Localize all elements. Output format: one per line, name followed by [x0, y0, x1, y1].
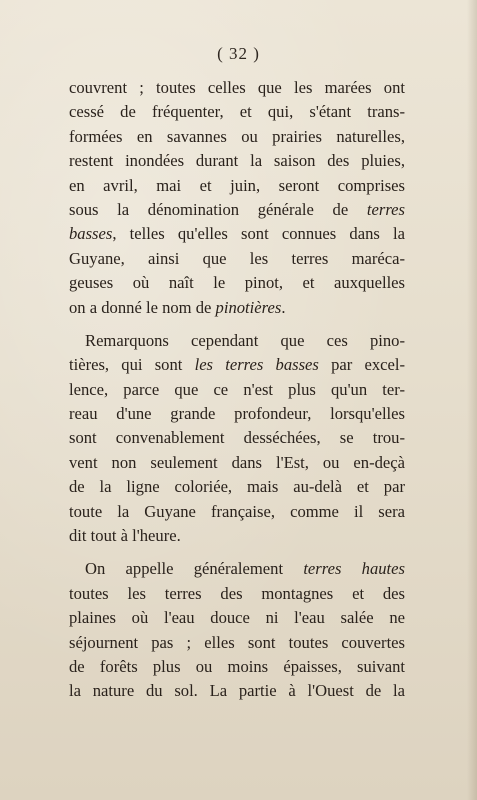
text-line: tières, qui sont les terres basses par excel- — [69, 355, 405, 375]
text-line: formées en savannes ou prairies naturelles, — [69, 126, 405, 146]
text-line: on a donné le nom de pinotières. — [69, 297, 286, 317]
text-line: sous la dénomination générale de terres — [69, 199, 405, 219]
text-line: séjournent pas ; elles sont toutes couvertes — [69, 632, 405, 652]
text-line: dit tout à l'heure. — [69, 526, 181, 546]
text-line: restent inondées durant la saison des pluies, — [69, 151, 405, 171]
page-number: ( 32 ) — [217, 44, 260, 63]
italic-term: terres hautes — [303, 559, 405, 579]
text-line: la nature du sol. La partie à l'Ouest de la — [69, 681, 405, 701]
text-line: geuses où naît le pinot, et auxquelles — [69, 273, 405, 293]
text-line: reau d'une grande profondeur, lorsqu'elles — [69, 404, 405, 424]
paragraph — [69, 76, 405, 320]
italic-term: terres — [366, 199, 405, 219]
text-line: de la ligne coloriée, mais au-delà et par — [69, 477, 405, 497]
text-line: lence, parce que ce n'est plus qu'un ter- — [69, 379, 405, 399]
italic-term: basses — [69, 224, 113, 244]
text-line: couvrent ; toutes celles que les marées ont — [69, 78, 405, 97]
text-line: cessé de fréquenter, et qui, s'étant trans- — [69, 102, 405, 122]
text-line: en avril, mai et juin, seront comprises — [69, 175, 405, 195]
text-line: toutes les terres des montagnes et des — [69, 583, 405, 603]
italic-term: pinotières — [215, 297, 282, 317]
text-line: de forêts plus ou moins épaisses, suivant — [69, 656, 405, 676]
text-line: basses, telles qu'elles sont connues dans la — [69, 224, 405, 244]
text-line: On appelle généralement terres hautes — [85, 559, 405, 579]
paragraph — [69, 329, 405, 549]
italic-term: les terres basses — [194, 355, 319, 375]
text-line: Remarquons cependant que ces pino- — [85, 330, 405, 350]
text-line: vent non seulement dans l'Est, ou en-deçà — [69, 452, 405, 472]
body-text — [69, 76, 405, 704]
text-line: sont convenablement desséchées, se trou- — [69, 428, 405, 448]
text-line: Guyane, ainsi que les terres maréca- — [69, 248, 405, 268]
text-line: plaines où l'eau douce ni l'eau salée ne — [69, 608, 405, 628]
paragraph — [69, 557, 405, 703]
text-line: toute la Guyane française, comme il sera — [69, 501, 405, 521]
